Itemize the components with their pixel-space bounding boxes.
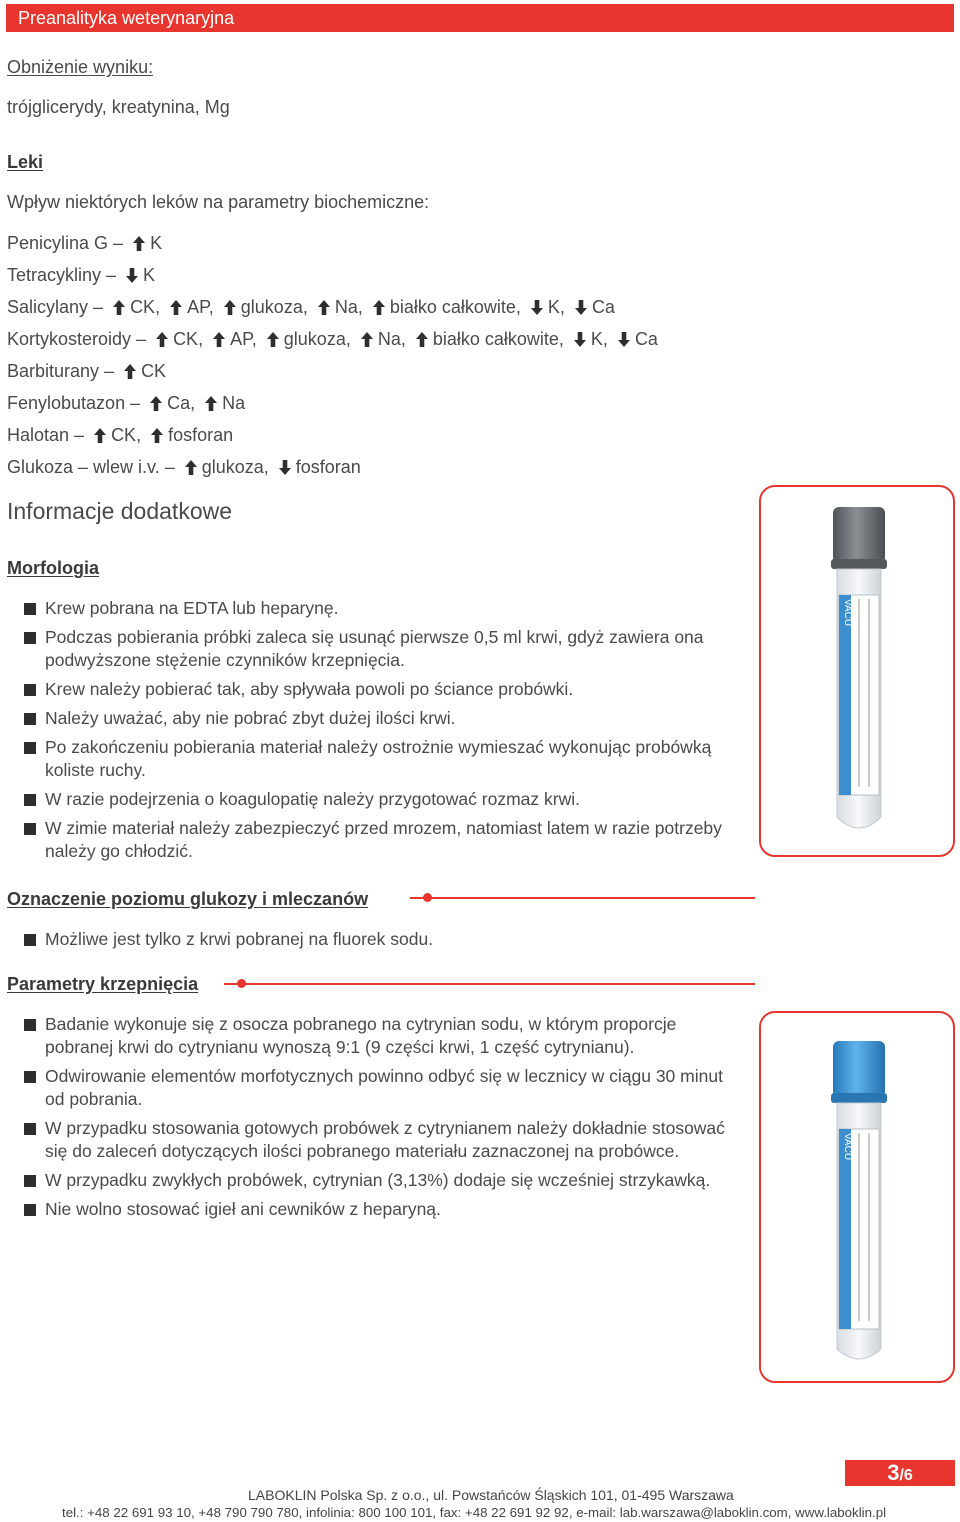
drug-effect-text: Ca bbox=[591, 297, 615, 317]
tube-label-brand: VACU bbox=[842, 599, 853, 627]
square-bullet-icon bbox=[24, 603, 36, 615]
square-bullet-icon bbox=[24, 684, 36, 696]
morfologia-heading: Morfologia bbox=[7, 558, 99, 578]
list-item bbox=[24, 817, 744, 863]
arrow-up-icon bbox=[266, 330, 280, 348]
glukoza-heading: Oznaczenie poziomu glukozy i mleczanów bbox=[7, 889, 369, 909]
drug-effect-text: CK, bbox=[173, 329, 209, 349]
list-item bbox=[24, 707, 744, 730]
arrow-down-icon bbox=[278, 458, 292, 476]
arrow-up-icon bbox=[112, 298, 126, 316]
list-item-text: Krew pobrana na EDTA lub heparynę. bbox=[45, 598, 339, 618]
drug-effect-text: Fenylobutazon – bbox=[7, 393, 146, 413]
header-bar bbox=[6, 4, 954, 32]
list-item-text: Należy uważać, aby nie pobrać zbyt dużej ilości krwi. bbox=[45, 708, 456, 728]
drug-effect-text: glukoza, bbox=[201, 457, 274, 477]
square-bullet-icon bbox=[24, 742, 36, 754]
arrow-up-icon bbox=[372, 298, 386, 316]
footer-address: LABOKLIN Polska Sp. z o.o., ul. Powstańców Śląskich 101, 01-495 Warszawa bbox=[248, 1487, 734, 1503]
list-item-text: Krew należy pobierać tak, aby spływała powoli po ściance probówki. bbox=[45, 679, 574, 699]
drug-effect-text: CK bbox=[141, 361, 167, 381]
square-bullet-icon bbox=[24, 934, 36, 946]
drug-effect-text: białko całkowite, bbox=[432, 329, 569, 349]
heading-rule-glukoza bbox=[410, 897, 755, 899]
arrow-up-icon bbox=[155, 330, 169, 348]
arrow-down-icon bbox=[573, 330, 587, 348]
list-item-text: W przypadku zwykłych probówek, cytrynian (3,13%) dodaje się wcześniej strzykawką. bbox=[45, 1170, 711, 1190]
heading-rule-dot bbox=[423, 893, 432, 902]
arrow-down-icon bbox=[617, 330, 631, 348]
arrow-up-icon bbox=[132, 234, 146, 252]
blue-cap-tube-image bbox=[761, 1013, 952, 1380]
drug-effect-text: glukoza, bbox=[283, 329, 356, 349]
list-item-text: W razie podejrzenia o koagulopatię należy przygotować rozmaz krwi. bbox=[45, 789, 580, 809]
krzepniecie-heading: Parametry krzepnięcia bbox=[7, 974, 199, 994]
drug-effect-text: Ca bbox=[634, 329, 658, 349]
heading-rule-krzepniecie bbox=[224, 983, 755, 985]
list-item bbox=[24, 678, 744, 701]
drug-effect-row bbox=[7, 296, 615, 318]
drug-effect-text: białko całkowite, bbox=[389, 297, 526, 317]
drug-effect-row bbox=[7, 264, 155, 286]
square-bullet-icon bbox=[24, 1123, 36, 1135]
info-heading: Informacje dodatkowe bbox=[7, 498, 233, 524]
arrow-down-icon bbox=[125, 266, 139, 284]
arrow-up-icon bbox=[93, 426, 107, 444]
drug-effect-text: K bbox=[143, 265, 156, 285]
arrow-up-icon bbox=[415, 330, 429, 348]
drug-effect-text: Na, bbox=[377, 329, 411, 349]
list-item bbox=[24, 1198, 744, 1221]
tube-photo-frame-citrate bbox=[759, 1011, 955, 1383]
list-item bbox=[24, 1065, 744, 1111]
square-bullet-icon bbox=[24, 794, 36, 806]
arrow-up-icon bbox=[204, 394, 218, 412]
square-bullet-icon bbox=[24, 1019, 36, 1031]
tube-label-brand: VACU bbox=[842, 1133, 853, 1161]
square-bullet-icon bbox=[24, 713, 36, 725]
arrow-down-icon bbox=[530, 298, 544, 316]
morfologia-list bbox=[24, 597, 744, 869]
list-item bbox=[24, 1117, 744, 1163]
drug-effect-text: Halotan – bbox=[7, 425, 90, 445]
drug-effect-text: K bbox=[150, 233, 163, 253]
page-current: 3 bbox=[887, 1460, 900, 1485]
list-item-text: Możliwe jest tylko z krwi pobranej na fluorek sodu. bbox=[45, 929, 434, 949]
drug-effect-text: Kortykosteroidy – bbox=[7, 329, 152, 349]
arrow-up-icon bbox=[317, 298, 331, 316]
grey-cap-tube-image bbox=[761, 487, 952, 854]
drug-effect-text: CK, bbox=[130, 297, 166, 317]
arrow-up-icon bbox=[149, 394, 163, 412]
drug-effect-text: K, bbox=[590, 329, 613, 349]
drug-effect-text: K, bbox=[547, 297, 570, 317]
drug-effect-text: CK, bbox=[111, 425, 147, 445]
list-item bbox=[24, 736, 744, 782]
list-item-text: W przypadku stosowania gotowych probówek z cytrynianem należy dokładnie stosować się do zaleceń dotyczących ilości pobranego materiału zaznaczonej na probówce. bbox=[45, 1118, 725, 1161]
footer-contact: tel.: +48 22 691 93 10, +48 790 790 780, infolinia: 800 100 101, fax: +48 22 691 92 92, e-mail: lab.warszawa@laboklin.com, www.laboklin.pl bbox=[62, 1505, 887, 1520]
drug-effect-text: Na bbox=[222, 393, 246, 413]
list-item-text: W zimie materiał należy zabezpieczyć przed mrozem, natomiast latem w razie potrzeby należy go chłodzić. bbox=[45, 818, 722, 861]
drug-effect-text: Salicylany – bbox=[7, 297, 109, 317]
drug-effect-text: Glukoza – wlew i.v. – bbox=[7, 457, 180, 477]
list-item-text: Odwirowanie elementów morfotycznych powinno odbyć się w lecznicy w ciągu 30 minut od pobrania. bbox=[45, 1066, 723, 1109]
arrow-up-icon bbox=[184, 458, 198, 476]
drug-effect-text: Penicylina G – bbox=[7, 233, 129, 253]
square-bullet-icon bbox=[24, 1175, 36, 1187]
drug-effect-row bbox=[7, 328, 658, 350]
drug-effect-text: Tetracykliny – bbox=[7, 265, 122, 285]
header-title: Preanalityka weterynaryjna bbox=[18, 8, 235, 28]
heading-rule-dot bbox=[237, 979, 246, 988]
obnizenie-heading: Obniżenie wyniku: bbox=[7, 57, 154, 77]
list-item-text: Po zakończeniu pobierania materiał należy ostrożnie wymieszać wykonując probówką koliste ruchy. bbox=[45, 737, 712, 780]
arrow-up-icon bbox=[360, 330, 374, 348]
drug-effect-text: Barbiturany – bbox=[7, 361, 120, 381]
arrow-up-icon bbox=[123, 362, 137, 380]
drug-effect-text: fosforan bbox=[295, 457, 361, 477]
arrow-down-icon bbox=[574, 298, 588, 316]
arrow-up-icon bbox=[212, 330, 226, 348]
list-item bbox=[24, 788, 744, 811]
page-number-badge bbox=[845, 1460, 955, 1486]
drug-effect-row bbox=[7, 424, 233, 446]
drug-effect-row bbox=[7, 360, 166, 382]
leki-intro: Wpływ niektórych leków na parametry biochemiczne: bbox=[7, 192, 430, 212]
list-item-text: Podczas pobierania próbki zaleca się usunąć pierwsze 0,5 ml krwi, gdyż zawiera ona podwyższone stężenie czynników krzepnięcia. bbox=[45, 627, 704, 670]
square-bullet-icon bbox=[24, 1071, 36, 1083]
page-total: /6 bbox=[899, 1467, 913, 1484]
list-item-text: Badanie wykonuje się z osocza pobranego na cytrynian sodu, w którym proporcje pobranej krwi do cytrynianu wynoszą 9:1 (9 części krwi, 1 część cytrynianu). bbox=[45, 1014, 677, 1057]
list-item-text: Nie wolno stosować igieł ani cewników z heparyną. bbox=[45, 1199, 441, 1219]
drug-effect-row bbox=[7, 232, 162, 254]
drug-effect-text: Ca, bbox=[167, 393, 201, 413]
leki-heading: Leki bbox=[7, 152, 44, 172]
drug-effect-row bbox=[7, 456, 361, 478]
drug-effect-text: AP, bbox=[230, 329, 262, 349]
square-bullet-icon bbox=[24, 632, 36, 644]
glukoza-list bbox=[24, 928, 744, 957]
list-item bbox=[24, 626, 744, 672]
square-bullet-icon bbox=[24, 1204, 36, 1216]
list-item bbox=[24, 1169, 744, 1192]
drug-effect-text: glukoza, bbox=[240, 297, 313, 317]
krzepniecie-list bbox=[24, 1013, 744, 1227]
tube-photo-frame-edta bbox=[759, 485, 955, 857]
list-item bbox=[24, 928, 744, 951]
drug-effect-text: AP, bbox=[187, 297, 219, 317]
drug-effect-row bbox=[7, 392, 245, 414]
square-bullet-icon bbox=[24, 823, 36, 835]
list-item bbox=[24, 597, 744, 620]
drug-effect-text: Na, bbox=[334, 297, 368, 317]
arrow-up-icon bbox=[169, 298, 183, 316]
list-item bbox=[24, 1013, 744, 1059]
arrow-up-icon bbox=[150, 426, 164, 444]
drug-effect-text: fosforan bbox=[168, 425, 234, 445]
obnizenie-text: trójglicerydy, kreatynina, Mg bbox=[7, 97, 230, 117]
arrow-up-icon bbox=[223, 298, 237, 316]
